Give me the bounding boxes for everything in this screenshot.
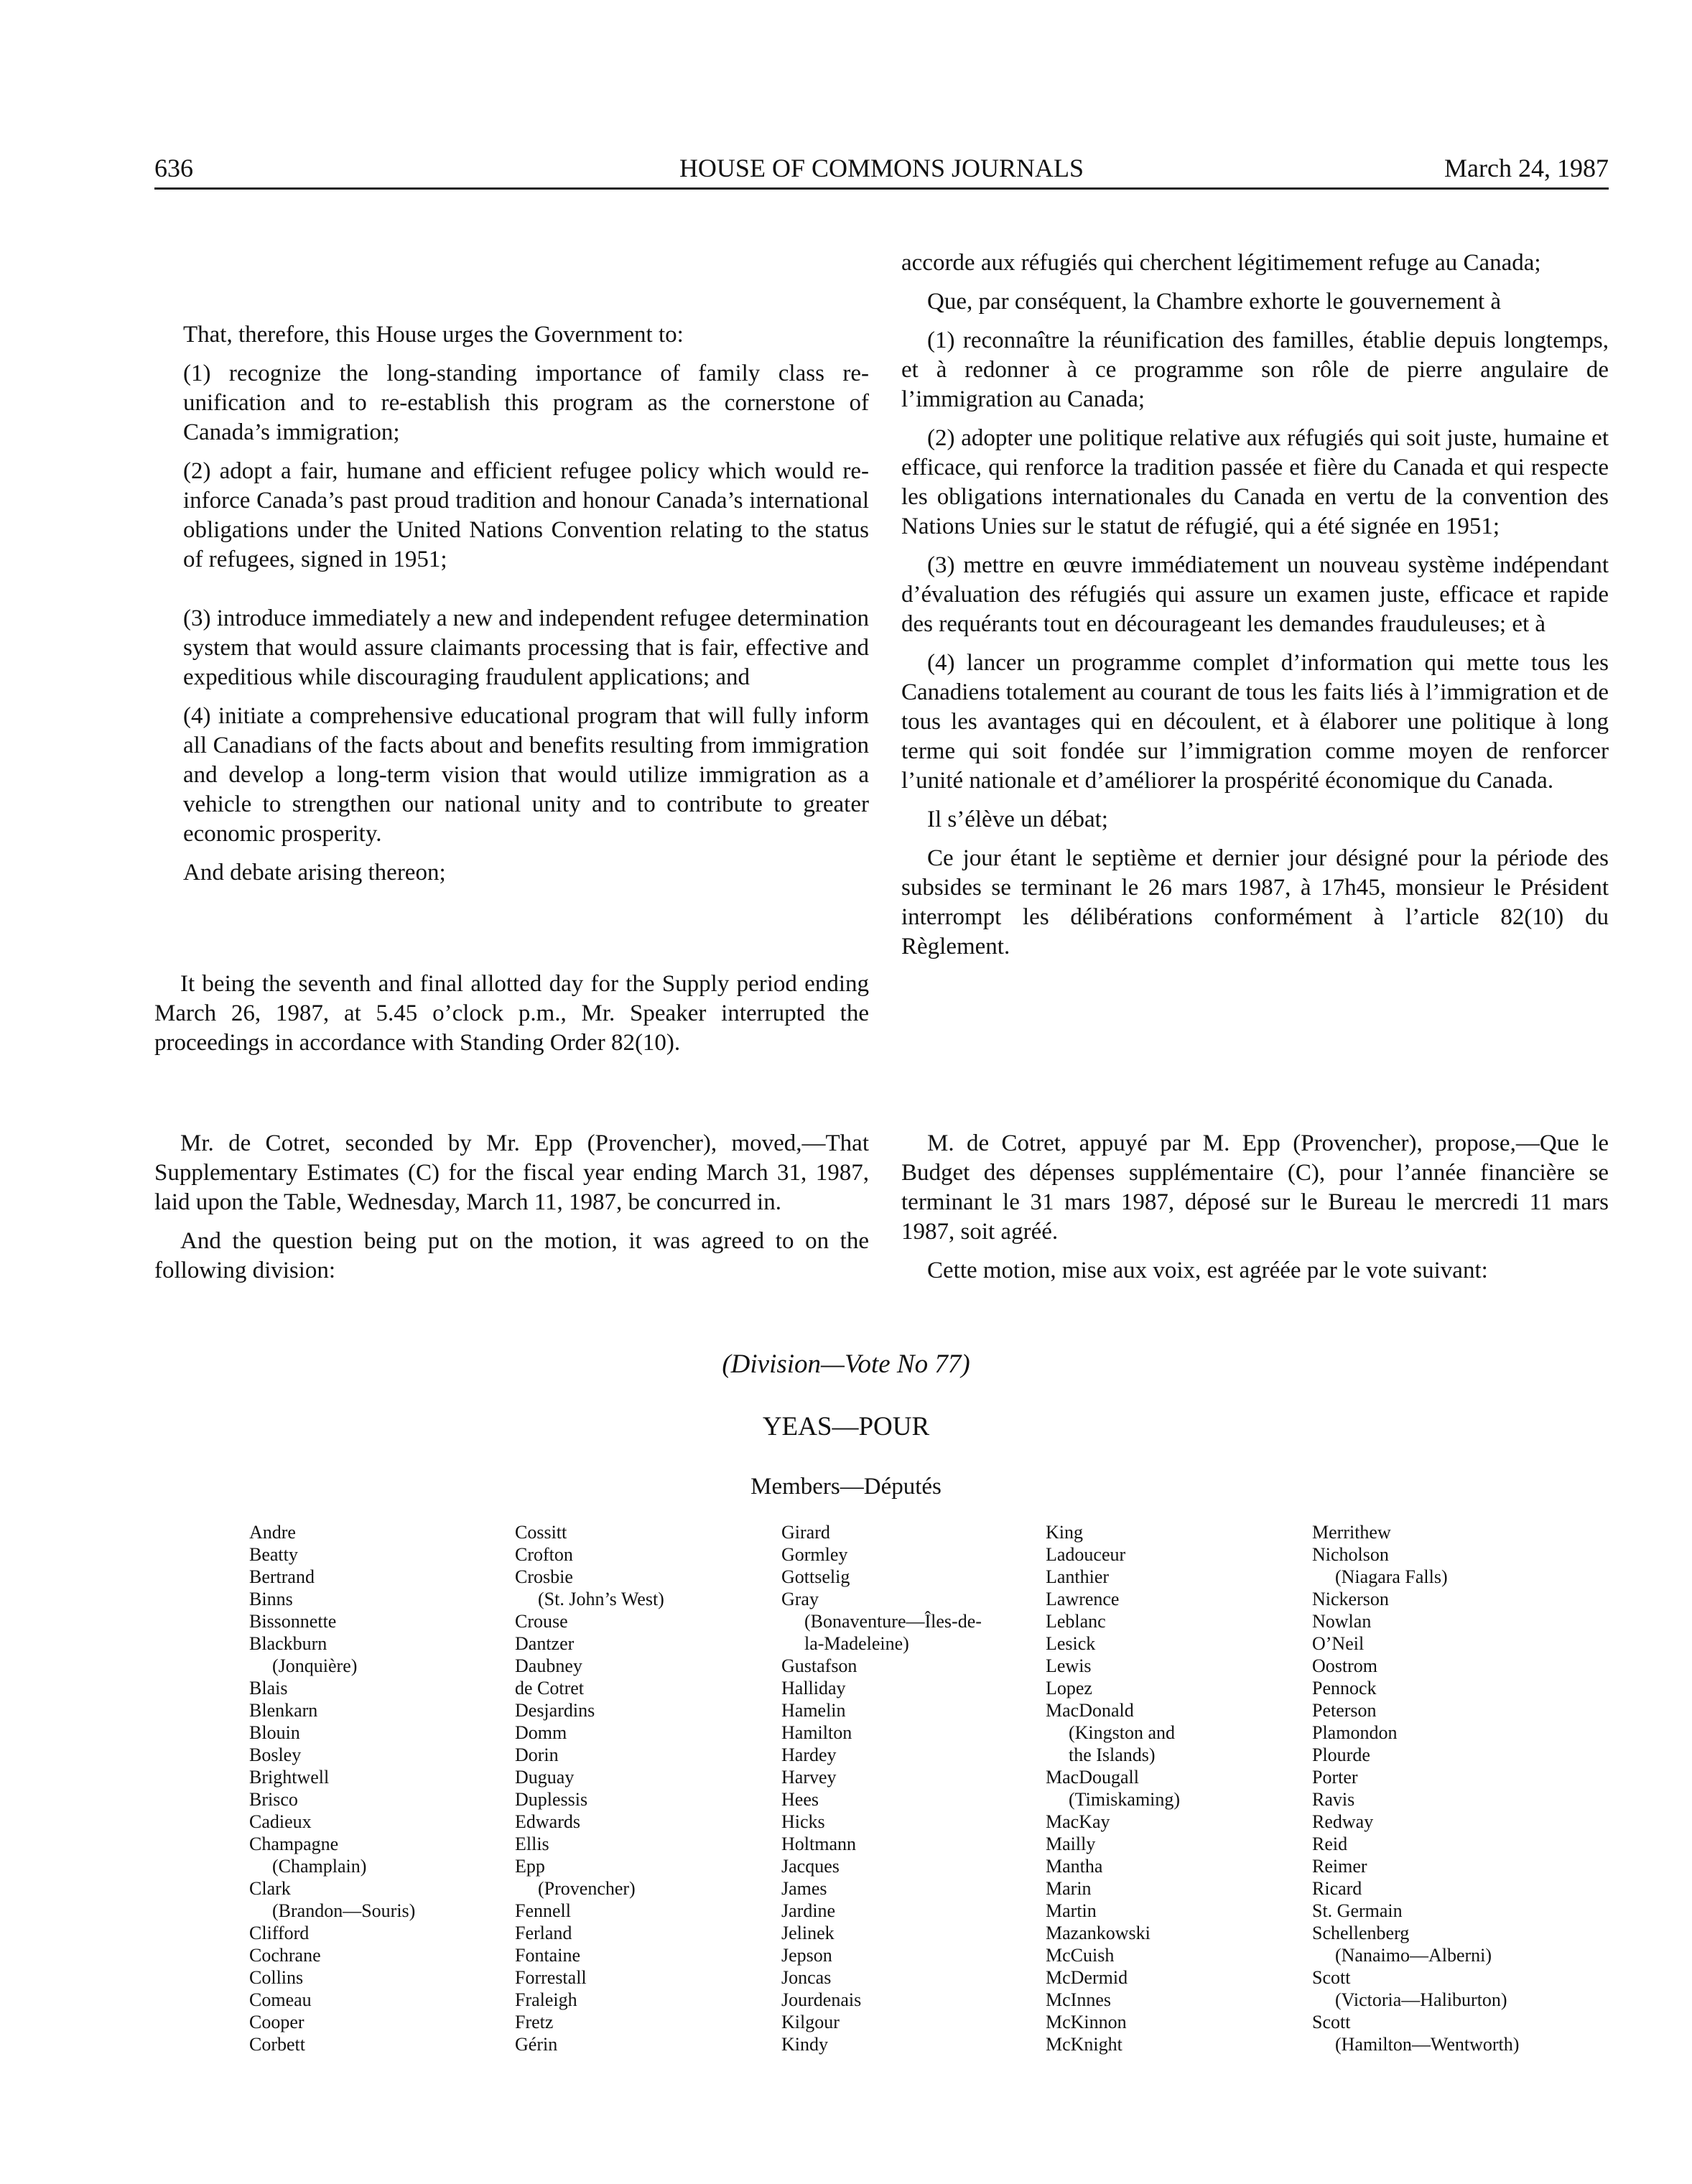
member-name: Mazankowski	[1046, 1923, 1151, 1943]
member-name: Corbett	[249, 2034, 305, 2055]
member-name: Gray	[781, 1589, 819, 1609]
member-name: Daubney	[515, 1655, 582, 1676]
member-name: (Hamilton—Wentworth)	[1335, 2034, 1520, 2055]
member-name: Lewis	[1046, 1655, 1092, 1676]
member-name: la-Madeleine)	[804, 1633, 909, 1654]
french-paragraph: (2) adopter une politique relative aux réfugiés qui soit juste, humaine et efficace, qui renforce la tradition passée et fière du Canada et qui respecte les obligations internationales du Canada en vertu de la convention des Nations Unies sur le statut de réfugié, qui a été signée en 1951;	[901, 425, 1609, 539]
member-name: Redway	[1312, 1811, 1374, 1832]
member-name: Blenkarn	[249, 1700, 318, 1721]
english-paragraph: (4) initiate a comprehensive educational program that will fully inform all Canadians of the facts about and benefits resulting from immigration and develop a long-term vision that would utilize immigration as a vehicle to strengthen our national unity and to contribute to greater economic prosperity.	[183, 703, 869, 847]
member-name: Joncas	[781, 1967, 832, 1988]
member-name: Hees	[781, 1789, 819, 1810]
yeas-heading: YEAS—POUR	[762, 1412, 930, 1441]
member-name: King	[1046, 1522, 1083, 1543]
french-column-motion	[901, 1129, 1609, 1295]
member-name: Hicks	[781, 1811, 825, 1832]
member-name: (Bonaventure—Îles-de-	[804, 1611, 982, 1632]
member-name: Beatty	[249, 1544, 298, 1565]
member-name: McKnight	[1046, 2034, 1122, 2055]
member-name: Collins	[249, 1967, 304, 1988]
member-name: Ravis	[1312, 1789, 1355, 1810]
member-name: Gormley	[781, 1544, 848, 1565]
member-name: (Victoria—Haliburton)	[1335, 1989, 1507, 2010]
english-column	[183, 320, 869, 897]
member-name: Plamondon	[1312, 1722, 1398, 1743]
member-name: Cooper	[249, 2012, 305, 2032]
french-paragraph: Il s’élève un débat;	[927, 807, 1108, 832]
member-name: Cadieux	[249, 1811, 312, 1832]
member-name: Scott	[1312, 2012, 1351, 2032]
member-name: Andre	[249, 1522, 296, 1543]
member-name: Epp	[515, 1856, 545, 1877]
english-paragraph: And the question being put on the motion, it was agreed to on the following division:	[154, 1228, 869, 1283]
member-name: Reid	[1312, 1834, 1348, 1854]
member-name: Lesick	[1046, 1633, 1096, 1654]
member-name: Fontaine	[515, 1945, 580, 1966]
english-paragraph: And debate arising thereon;	[183, 860, 446, 886]
member-name: Plourde	[1312, 1744, 1370, 1765]
member-name: Clark	[249, 1878, 291, 1899]
member-name: Ladouceur	[1046, 1544, 1126, 1565]
member-name: Bertrand	[249, 1566, 315, 1587]
member-name: MacDougall	[1046, 1767, 1139, 1788]
french-paragraph: (3) mettre en œuvre immédiatement un nouveau système indépendant d’évaluation des réfugiés qui assure un examen juste, efficace et rapide des requérants tout en décourageant les demandes frauduleuses; et à	[901, 552, 1609, 637]
member-name: Kindy	[781, 2034, 828, 2055]
member-name: James	[781, 1878, 827, 1899]
member-name: the Islands)	[1069, 1744, 1156, 1765]
names-column-2	[515, 1521, 664, 2055]
member-name: Forrestall	[515, 1967, 587, 1988]
member-name: Gustafson	[781, 1655, 857, 1676]
english-column-supply	[154, 970, 869, 1067]
member-name: de Cotret	[515, 1678, 585, 1699]
member-name: Dorin	[515, 1744, 559, 1765]
member-name: Binns	[249, 1589, 293, 1609]
member-name: Kilgour	[781, 2012, 840, 2032]
member-name: Ferland	[515, 1923, 572, 1943]
member-name: Desjardins	[515, 1700, 595, 1721]
member-name: Marin	[1046, 1878, 1092, 1899]
member-name: Crofton	[515, 1544, 573, 1565]
names-column-5	[1312, 1521, 1519, 2055]
member-name: Hardey	[781, 1744, 837, 1765]
member-name: Ricard	[1312, 1878, 1362, 1899]
member-name: Blais	[249, 1678, 288, 1699]
member-name: Schellenberg	[1312, 1923, 1410, 1943]
member-name: Domm	[515, 1722, 567, 1743]
french-paragraph: (4) lancer un programme complet d’information qui mette tous les Canadiens totalement au courant de tous les faits liés à l’immigration et de tous les avantages qui en découlent, et à élaborer une politique à long terme qui soit fondée sur l’immigration comme moyen de renforcer l’unité nationale et d’améliorer la prospérité économique du Canada.	[901, 650, 1609, 794]
french-paragraph: Ce jour étant le septième et dernier jour désigné pour la période des subsides se terminant le 26 mars 1987, à 17h45, monsieur le Président interrompt les délibérations conformément à l’article 82(10) du Règlement.	[901, 845, 1609, 959]
member-name: Porter	[1312, 1767, 1358, 1788]
member-name: Brisco	[249, 1789, 298, 1810]
member-name: Cochrane	[249, 1945, 321, 1966]
page-header	[154, 147, 1609, 190]
member-name: (Jonquière)	[272, 1655, 358, 1676]
french-paragraph: M. de Cotret, appuyé par M. Epp (Provencher), propose,—Que le Budget des dépenses supplémentaire (C), pour l’année financière se terminant le 31 mars 1987, déposé sur le Bureau le mercredi 11 mars 1987, soit agréé.	[901, 1130, 1609, 1245]
member-name: Hamelin	[781, 1700, 846, 1721]
member-name: Lanthier	[1046, 1566, 1110, 1587]
division-title: (Division—Vote No 77)	[722, 1349, 970, 1379]
member-name: Duplessis	[515, 1789, 588, 1810]
member-name: (Brandon—Souris)	[272, 1900, 416, 1921]
names-column-3	[781, 1521, 982, 2055]
member-name: Jourdenais	[781, 1989, 862, 2010]
member-name: Fretz	[515, 2012, 554, 2032]
member-name: Fennell	[515, 1900, 571, 1921]
member-name: McInnes	[1046, 1989, 1111, 2010]
member-name: Comeau	[249, 1989, 312, 2010]
english-paragraph: (3) introduce immediately a new and independent refugee determination system that would assure claimants processing that is fair, effective and expeditious while discouraging fraudulent applications; and	[183, 605, 869, 690]
member-name: Jacques	[781, 1856, 840, 1877]
member-name: Champagne	[249, 1834, 339, 1854]
member-name: (Timiskaming)	[1069, 1789, 1181, 1810]
member-name: McCuish	[1046, 1945, 1115, 1966]
member-name: (Champlain)	[272, 1856, 367, 1877]
english-paragraph: It being the seventh and final allotted day for the Supply period ending March 26, 1987, at 5.45 o’clock p.m., Mr. Speaker interrupted the proceedings in accordance with Standing Order 82(10).	[154, 971, 869, 1056]
french-column	[901, 248, 1609, 971]
member-name: Jepson	[781, 1945, 832, 1966]
member-name: Jardine	[781, 1900, 836, 1921]
english-paragraph: (2) adopt a fair, humane and efficient refugee policy which would re-inforce Canada’s past proud tradition and honour Canada’s international obligations under the United Nations Convention relating to the status of refugees, signed in 1951;	[183, 458, 869, 572]
member-name: Jelinek	[781, 1923, 835, 1943]
french-paragraph: (1) reconnaître la réunification des familles, établie depuis longtemps, et à redonner à ce programme son rôle de pierre angulaire de l’immigration au Canada;	[901, 327, 1609, 412]
member-name: (Provencher)	[538, 1878, 636, 1899]
member-name: Reimer	[1312, 1856, 1367, 1877]
english-column-motion	[154, 1129, 869, 1295]
member-name: (Niagara Falls)	[1335, 1566, 1448, 1587]
member-name: (Nanaimo—Alberni)	[1335, 1945, 1492, 1966]
member-name: Martin	[1046, 1900, 1097, 1921]
member-name: Crouse	[515, 1611, 568, 1632]
page-number: 636	[154, 154, 193, 182]
member-name: Duguay	[515, 1767, 575, 1788]
member-name: Pennock	[1312, 1678, 1377, 1699]
member-name: Halliday	[781, 1678, 846, 1699]
member-name: Mantha	[1046, 1856, 1103, 1877]
member-name: MacDonald	[1046, 1700, 1134, 1721]
member-name: McDermid	[1046, 1967, 1128, 1988]
member-name: Brightwell	[249, 1767, 330, 1788]
member-name: Ellis	[515, 1834, 549, 1854]
member-name: Fraleigh	[515, 1989, 577, 2010]
member-name: Edwards	[515, 1811, 580, 1832]
members-heading: Members—Députés	[750, 1474, 942, 1500]
member-name: Blouin	[249, 1722, 300, 1743]
member-name: Hamilton	[781, 1722, 852, 1743]
member-name: Leblanc	[1046, 1611, 1106, 1632]
member-name: Blackburn	[249, 1633, 327, 1654]
member-name: St. Germain	[1312, 1900, 1403, 1921]
french-paragraph: Que, par conséquent, la Chambre exhorte le gouvernement à	[927, 289, 1502, 315]
member-name: Nicholson	[1312, 1544, 1389, 1565]
member-name: Bissonnette	[249, 1611, 337, 1632]
french-paragraph: Cette motion, mise aux voix, est agréée par le vote suivant:	[927, 1258, 1488, 1283]
member-name: Holtmann	[781, 1834, 856, 1854]
member-name: Scott	[1312, 1967, 1351, 1988]
member-name: Oostrom	[1312, 1655, 1377, 1676]
journal-title: HOUSE OF COMMONS JOURNALS	[679, 154, 1084, 182]
member-name: Nickerson	[1312, 1589, 1389, 1609]
member-name: Cossitt	[515, 1522, 567, 1543]
english-paragraph: (1) recognize the long-standing importance of family class re-unification and to re-establish this program as the cornerstone of Canada’s immigration;	[183, 361, 869, 445]
member-name: McKinnon	[1046, 2012, 1127, 2032]
member-name: Clifford	[249, 1923, 310, 1943]
member-name: Girard	[781, 1522, 830, 1543]
names-column-4	[1046, 1521, 1180, 2055]
member-name: O’Neil	[1312, 1633, 1365, 1654]
member-name: Harvey	[781, 1767, 837, 1788]
member-name: Gottselig	[781, 1566, 850, 1587]
french-paragraph: accorde aux réfugiés qui cherchent légitimement refuge au Canada;	[901, 250, 1541, 276]
member-name: Gérin	[515, 2034, 558, 2055]
member-name: Mailly	[1046, 1834, 1096, 1854]
member-name: MacKay	[1046, 1811, 1110, 1832]
names-column-1	[249, 1521, 415, 2055]
member-name: Crosbie	[515, 1566, 573, 1587]
member-name: Merrithew	[1312, 1522, 1391, 1543]
english-paragraph: Mr. de Cotret, seconded by Mr. Epp (Provencher), moved,—That Supplementary Estimates (C) for the fiscal year ending March 31, 1987, laid upon the Table, Wednesday, March 11, 1987, be concurred in.	[154, 1130, 869, 1215]
member-name: (Kingston and	[1069, 1722, 1176, 1743]
member-name: Peterson	[1312, 1700, 1377, 1721]
member-name: Bosley	[249, 1744, 302, 1765]
member-name: Lopez	[1046, 1678, 1092, 1699]
member-name: Dantzer	[515, 1633, 575, 1654]
member-name: Nowlan	[1312, 1611, 1372, 1632]
header-date: March 24, 1987	[1444, 154, 1609, 182]
member-name: Lawrence	[1046, 1589, 1120, 1609]
english-paragraph: That, therefore, this House urges the Government to:	[183, 322, 684, 348]
member-name: (St. John’s West)	[538, 1589, 664, 1609]
